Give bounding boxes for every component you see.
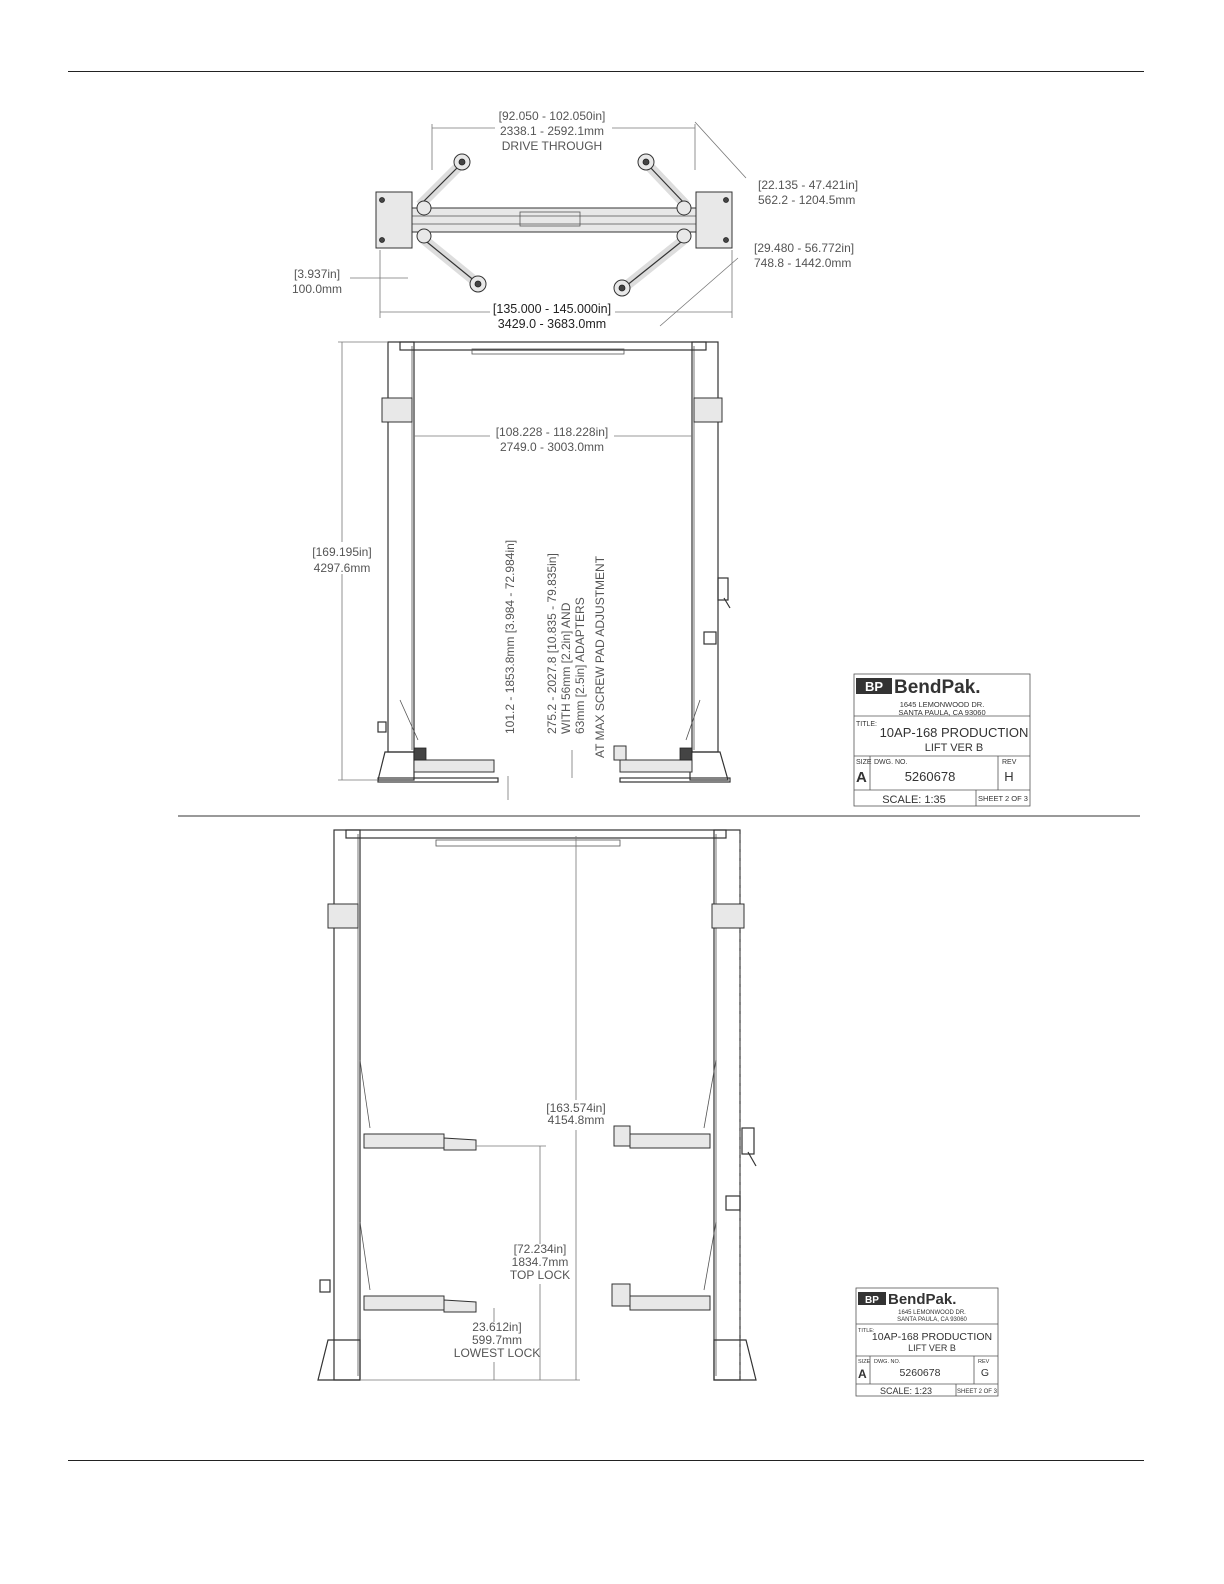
dwg-label-2: DWG. NO. (874, 1359, 901, 1365)
logo-text-1: BendPak. (894, 677, 981, 698)
arm-rear-mm: 748.8 - 1442.0mm (754, 256, 852, 270)
overall-width-in: [135.000 - 145.000in] (492, 302, 612, 316)
title-2-line-1: 10AP-168 PRODUCTION (871, 1331, 993, 1343)
title-1-line-2: LIFT VER B (924, 742, 984, 754)
dwg-label-1: DWG. NO. (874, 759, 908, 766)
size-label-1: SIZE (856, 759, 872, 766)
drive-through-in: [92.050 - 102.050in] (498, 109, 606, 123)
rev-label-1: REV (1002, 759, 1017, 766)
sheet-2: SHEET 2 OF 3 (957, 1389, 997, 1395)
scale-2: SCALE: 1:23 (879, 1386, 933, 1396)
dwg-no-1: 5260678 (904, 769, 956, 784)
size-value-2: A (858, 1367, 867, 1381)
column-offset-mm: 100.0mm (292, 282, 343, 296)
lowest-lock-in: 23.612in] (472, 1320, 522, 1334)
arm-rear-in: [29.480 - 56.772in] (754, 241, 855, 255)
dwg-no-2: 5260678 (899, 1367, 941, 1379)
column-offset-in: [3.937in] (294, 267, 341, 281)
overall-width-mm: 3429.0 - 3683.0mm (497, 317, 607, 331)
inside-width-in: [108.228 - 118.228in] (495, 425, 609, 439)
title-label-1: TITLE: (856, 721, 878, 728)
size-label-2: SIZE (858, 1359, 871, 1365)
side-height-in: [163.574in] (546, 1101, 606, 1115)
lock-view (318, 830, 756, 1380)
sheet-1: SHEET 2 OF 3 (978, 794, 1028, 803)
address-1-line-2: SANTA PAULA, CA 93060 (898, 708, 986, 717)
arm-front-in: [22.135 - 47.421in] (758, 178, 859, 192)
inside-width-mm: 2749.0 - 3003.0mm (499, 440, 605, 454)
top-lock-mm: 1834.7mm (511, 1255, 569, 1269)
front-view (338, 342, 730, 800)
drive-through-label: DRIVE THROUGH (501, 139, 603, 153)
drive-through-mm: 2338.1 - 2592.1mm (499, 124, 605, 138)
arm-front-mm: 562.2 - 1204.5mm (758, 193, 856, 207)
address-1-line-1: 1645 LEMONWOOD DR. (899, 700, 985, 709)
adapter-note-4: AT MAX SCREW PAD ADJUSTMENT (593, 555, 607, 758)
address-2-line-2: SANTA PAULA, CA 93060 (897, 1317, 967, 1323)
pad-height-note: 101.2 - 1853.8mm [3.984 - 72.984in] (503, 539, 517, 734)
top-lock-in: [72.234in] (513, 1242, 567, 1256)
rev-value-2: G (980, 1367, 990, 1379)
logo-mark-2: BP (865, 1295, 879, 1306)
logo-text-2: BendPak. (888, 1291, 957, 1308)
rev-label-2: REV (978, 1359, 990, 1365)
title-label-2: TITLE: (858, 1328, 875, 1334)
logo-mark-1: BP (864, 679, 884, 694)
side-height-mm: 4154.8mm (547, 1113, 605, 1127)
front-height-in: [169.195in] (312, 545, 372, 559)
rev-value-1: H (1004, 769, 1014, 784)
adapter-note-3: 63mm [2.5in] ADAPTERS (573, 597, 587, 734)
adapter-note-1: 275.2 - 2027.8 [10.835 - 79.835in] (545, 553, 559, 734)
size-value-1: A (856, 769, 867, 786)
title-2-line-2: LIFT VER B (908, 1343, 956, 1353)
lowest-lock-mm: 599.7mm (471, 1333, 523, 1347)
address-2-line-1: 1645 LEMONWOOD DR. (898, 1310, 966, 1316)
scale-1: SCALE: 1:35 (882, 794, 946, 806)
lowest-lock-label: LOWEST LOCK (453, 1346, 541, 1360)
top-lock-label: TOP LOCK (509, 1268, 571, 1282)
adapter-note-2: WITH 56mm [2.2in] AND (559, 602, 573, 734)
front-height-mm: 4297.6mm (313, 561, 371, 575)
title-1-line-1: 10AP-168 PRODUCTION (879, 725, 1029, 740)
